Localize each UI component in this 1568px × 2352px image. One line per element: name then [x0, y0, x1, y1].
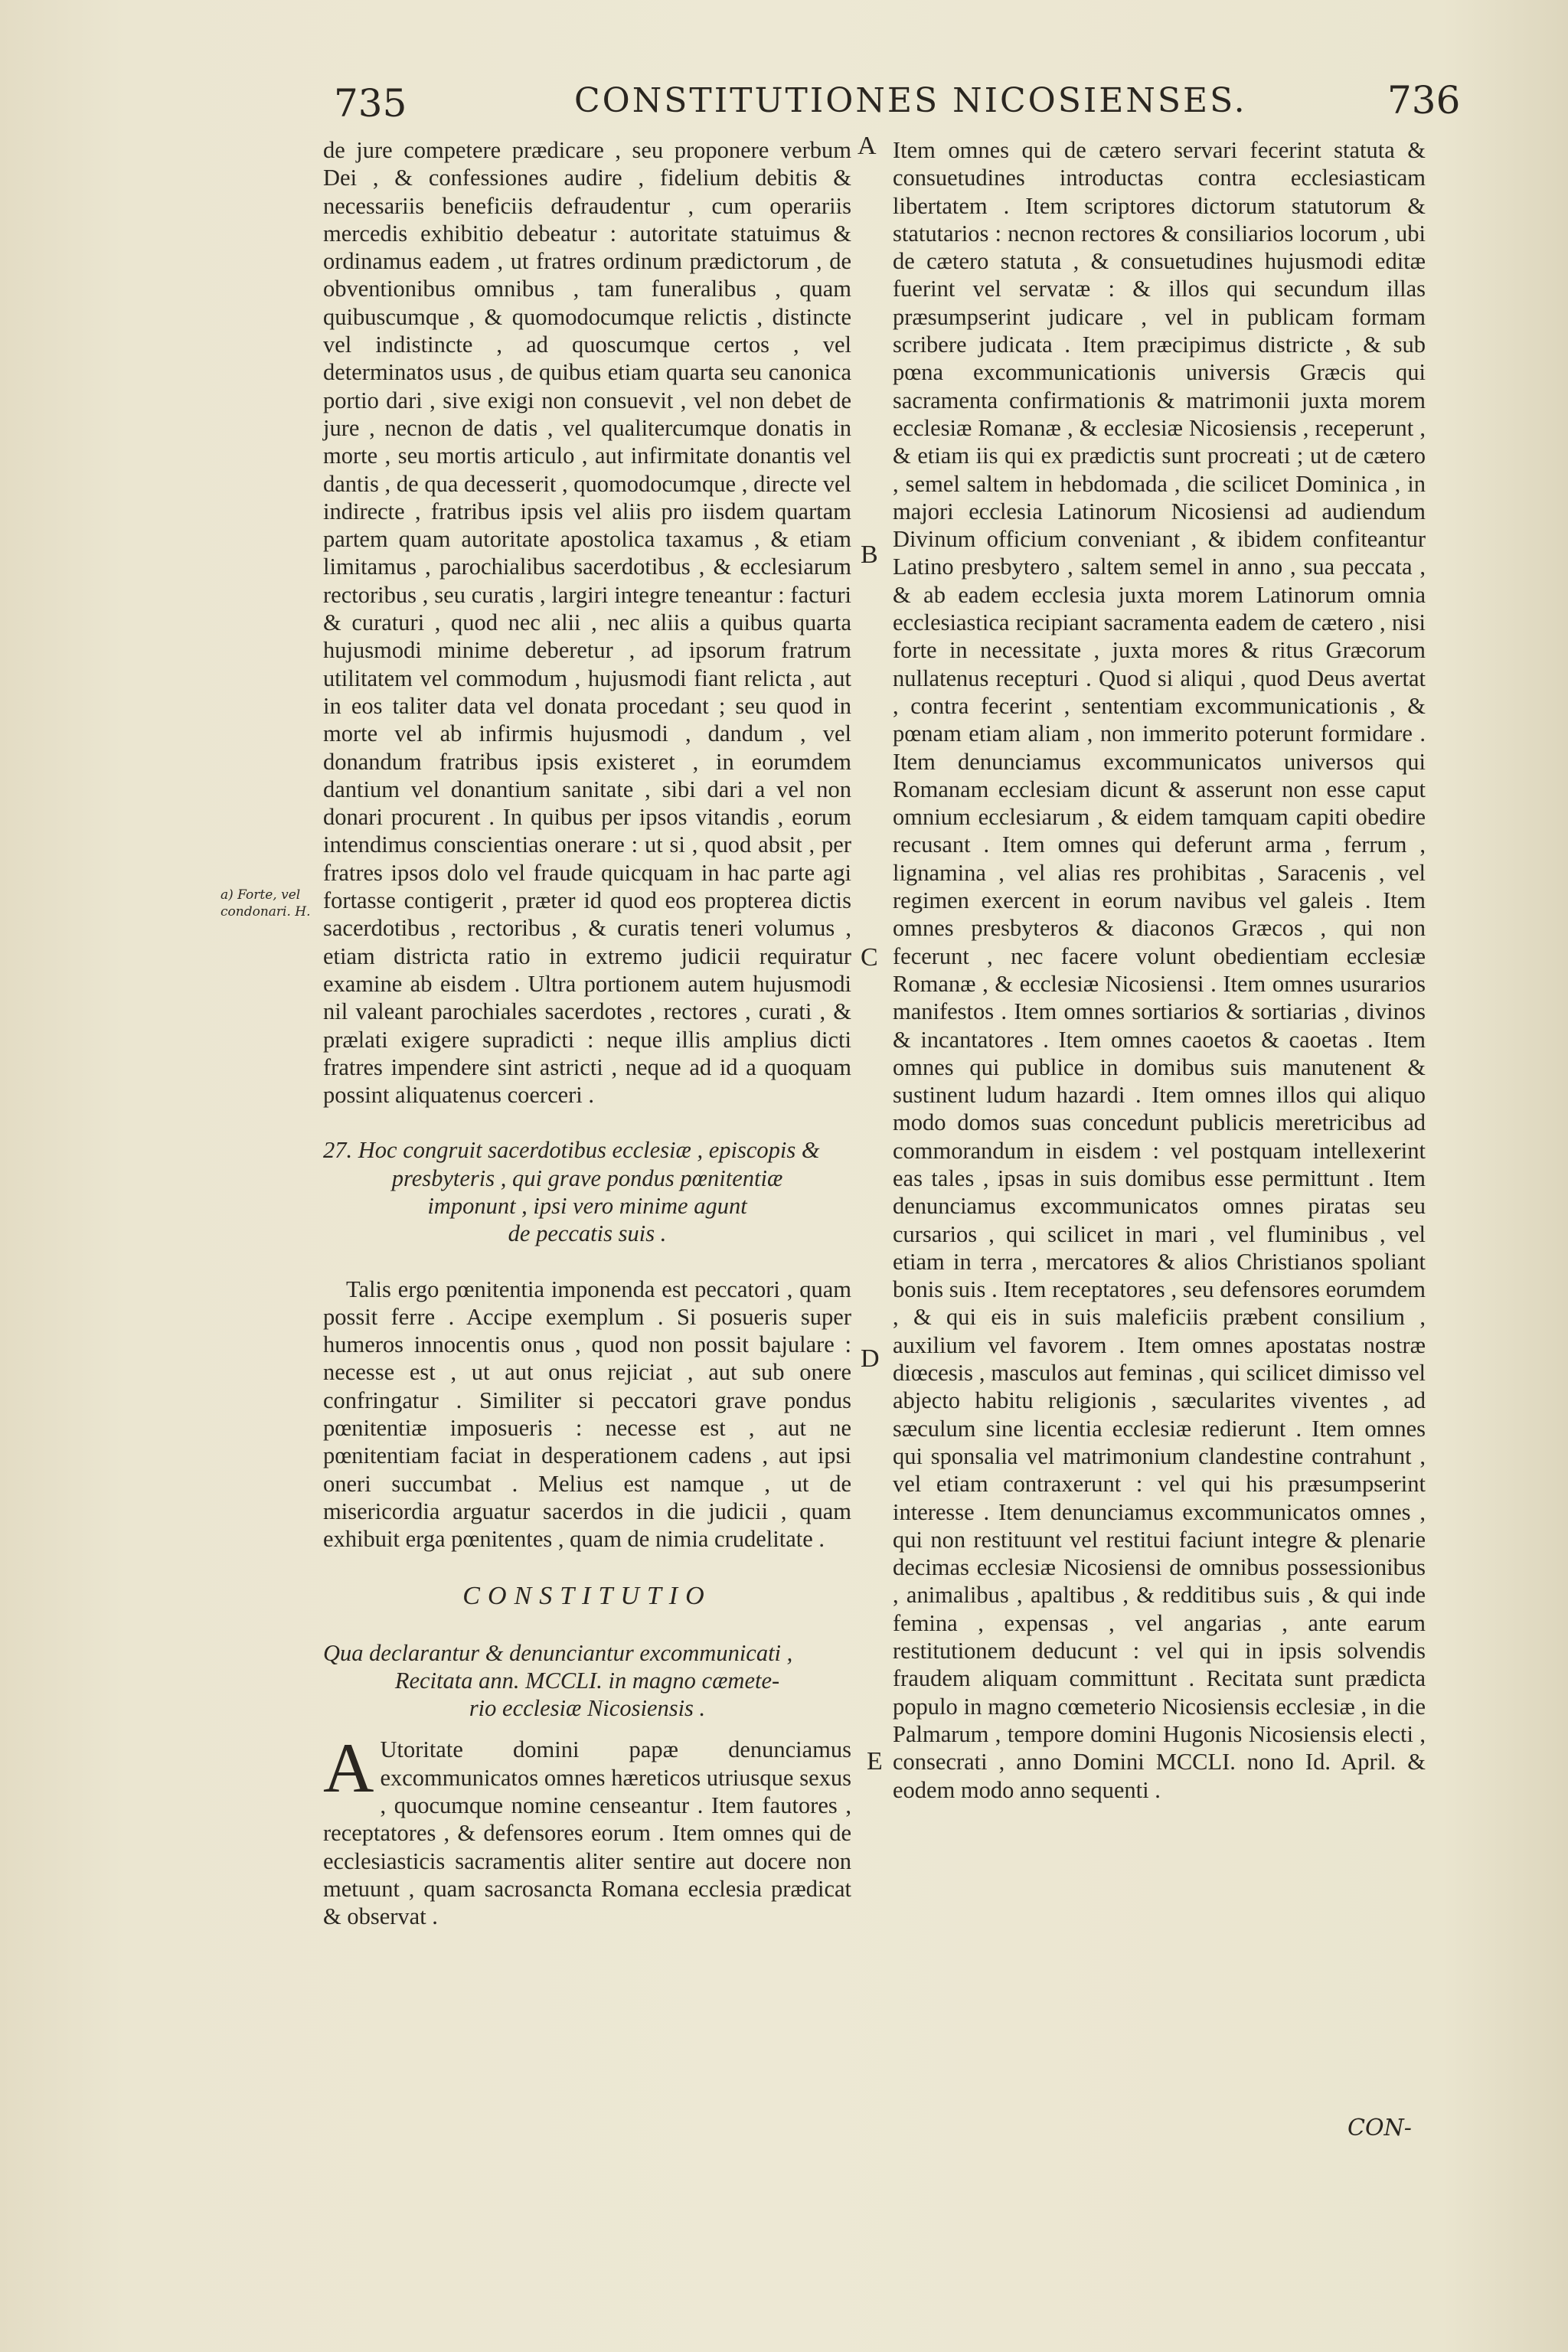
chapter-heading-27-line-4: de peccatis suis . [508, 1220, 667, 1247]
chapter-heading-27-line-1: 27. Hoc congruit sacerdotibus ecclesiæ , episcopis & [323, 1137, 820, 1164]
chapter-heading-27-line-2: presbyteris , qui grave pondus pœnitentiæ [391, 1165, 783, 1191]
margin-letter-e: E [867, 1747, 883, 1775]
section-subtitle-line-1: Qua declarantur & denunciantur excommunicati , [323, 1639, 793, 1666]
left-paragraph-3 [323, 1729, 851, 1930]
margin-letter-d: D [861, 1344, 880, 1373]
chapter-heading-27-line-3: imponunt , ipsi vero minime agunt [427, 1192, 747, 1219]
page-number-right: 736 [1387, 78, 1461, 122]
margin-letter-b: B [861, 541, 878, 569]
section-title: CONSTITUTIO [462, 1581, 712, 1610]
margin-letter-c: C [861, 943, 878, 972]
left-column [323, 136, 851, 1931]
right-column [893, 136, 1426, 1804]
running-title: CONSTITUTIONES NICOSIENSES. [574, 81, 1247, 120]
drop-cap: A [323, 1729, 374, 1808]
margin-letter-a: A [858, 132, 877, 160]
page-number-left: 735 [334, 81, 407, 126]
section-subtitle-line-3: rio ecclesiæ Nicosiensis . [469, 1695, 706, 1722]
left-paragraph-1: de jure competere prædicare , seu proponere verbum Dei , & confessiones audire , fidelium debitis & necessariis beneficiis defraudentur , cum operariis mercedis exhibitio debeatur : autoritate statuimus & ordinamus eadem , ut fratres ordinum prædictorum , de obventionibus omnibus , tam funeralibus , quam quibuscumque , & quomodocumque relictis , distincte vel indistincte , ad quoscumque certos , vel determinatos usus , de quibus etiam quarta seu canonica portio dari , sive exigi non consuevit , vel non debet de jure , necnon de datis , vel qualitercumque donatis in morte , seu mortis articulo , aut infirmitate donantis vel dantis , de qua decesserit , quomodocumque , directe vel indirecte , fratribus ipsis vel aliis pro iisdem quartam partem quam autoritate apostolica taxamus , & etiam limitamus , parochialibus sacerdotibus , & ecclesiarum rectoribus , seu curatis , largiri integre teneantur : facturi & curaturi , quod nec alii , nec aliis a quibus quarta hujusmodi minime deberetur , ad ipsorum fratrum utilitatem vel commodum , hujusmodi fiant relicta , aut in eos taliter data vel donata procedant ; seu quod in morte vel ab infirmis hujusmodi , dandum , vel donandum fratribus ipsis existeret , in eorumdem dantium vel donantium sanitate , sibi dari a vel non donari procurent . In quibus per ipsos vitandis , eorum intendimus conscientias onerare : ut si , quod absit , per fratres ipsos dolo vel fraude quicquam in hac parte agi fortasse contigerit , præter id quod eos propterea dictis sacerdotibus , rectoribus , & curatis teneri volumus , etiam districta ratio in extremo judicii requiratur examine ab eisdem . Ultra portionem autem hujusmodi nil valeant parochiales sacerdotes , rectores , curati , & prælati exigere supradicti : neque illis amplius dicti fratres impendere sint astricti , neque ad id a quoquam possint aliquatenus coerceri . [323, 137, 851, 1109]
margin-footnote: a) Forte, vel condonari. H. [220, 887, 311, 920]
right-paragraph: Item omnes qui de cætero servari fecerint statuta & consuetudines introductas contra ecclesiasticam libertatem . Item scriptores dictorum statutorum & statutarios : necnon rectores & consiliarios locorum , ubi de cætero statuta , & consuetudines hujusmodi editæ fuerint vel servatæ : & illos qui secundum illas præsumpserint judicare , vel in publicam formam scribere judicata . Item præcipimus districte , & sub pœna excommunicationis universis Græcis qui sacramenta confirmationis & matrimonii juxta morem ecclesiæ Romanæ , & ecclesiæ Nicosiensis , receperunt , & etiam iis qui ex prædictis sunt procreati ; ut de cætero , semel saltem in hebdomada , die scilicet Dominica , in majori ecclesia Latinorum Nicosiensi ad audiendum Divinum officium conveniant , & ibidem confiteantur Latino presbytero , saltem semel in anno , sua peccata , & ab eadem ecclesia juxta morem Latinorum omnia ecclesiastica recipiant sacramenta eadem de cætero , nisi forte in necessitate , juxta mores & ritus Græcorum nullatenus recepturi . Quod si aliqui , quod Deus avertat , contra fecerint , sententiam excommunicationis , & pœnam etiam aliam , non immerito poterunt formidare . Item denunciamus excommunicatos universos qui Romanam ecclesiam dicunt & asserunt non esse caput omnium ecclesiarum , & eidem tamquam capiti obedire recusant . Item omnes qui deferunt arma , ferrum , lignamina , vel alias res prohibitas , Saracenis , vel regimen exercent in eorum navibus vel galeis . Item omnes presbyteros & diaconos Græcos , qui non fecerunt , nec facere volunt obedientiam ecclesiæ Romanæ , & ecclesiæ Nicosiensi . Item omnes usurarios manifestos . Item omnes sortiarios & sortiarias , divinos & incantatores . Item omnes caoetos & caoetas . Item omnes qui publice in domibus suis manutenent & sustinent ludum hazardi . Item omnes illos qui aliquo modo domos suas concedunt publicis meretricibus ad commorandum in eisdem : vel postquam intellexerint eas tales , ipsas in suis domibus esse permittunt . Item denunciamus excommunicatos omnes piratas seu cursarios , qui scilicet in mari , vel fluminibus , vel etiam in terra , mercatores & alios Christianos spoliant bonis suis . Item receptatores , seu defensores eorumdem , & qui eis in suis maleficiis præbent consilium , auxilium vel favorem . Item omnes apostatas nostræ diœcesis , masculos aut feminas , qui scilicet dimisso vel abjecto habitu religionis , sæcularites viventes , ad sæculum sine licentia ecclesiæ redierunt . Item omnes qui sponsalia vel matrimonium clandestine contrahunt , vel etiam contraxerunt : vel qui his præsumpserint interesse . Item denunciamus excommunicatos omnes , qui non restituunt vel restitui faciunt integre & plenarie decimas ecclesiæ Nicosiensi de omnibus possessionibus , animalibus , apaltibus , & redditibus suis , & qui inde femina , expensas , vel angarias , ante earum restitutionem deducunt : vel qui in ipsis solvendis fraudem aliquam committunt . Recitata sunt prædicta populo in magno cœmeterio Nicosiensis ecclesiæ , in die Palmarum , tempore domini Hugonis Nicosiensis electi , consecrati , anno Domini MCCLI. nono Id. April. & eodem modo anno sequenti . [893, 137, 1426, 1803]
section-subtitle-line-2: Recitata ann. MCCLI. in magno cæmete- [394, 1667, 780, 1694]
left-paragraph-2: Talis ergo pœnitentia imponenda est peccatori , quam possit ferre . Accipe exemplum . Si posueris super humeros innocentis onus , quod non possit bajulare : necesse est , ut aut onus rejiciat , aut sub onere confringatur . Similiter si peccatori grave pondus pœnitentiæ imposueris : necesse est , aut ne pœnitentiam faciat in desperationem cadens , aut ipsi oneri succumbat . Melius est namque , ut de misericordia arguatur sacerdos in die judicii , quam exhibuit erga pœnitentes , quam de nimia crudelitate . [323, 1276, 851, 1553]
left-paragraph-3-text: Utoritate domini papæ denunciamus excommunicatos omnes hæreticos utriusque sexus , quocumque nomine censeantur . Item fautores , receptatores , & defensores eorum . Item omnes qui de ecclesiasticis sacramentis aliter sentire aut docere non metuunt , quam sacrosancta Romana ecclesia prædicat & observat . [323, 1736, 851, 1930]
catchword: CON- [1348, 2115, 1412, 2141]
